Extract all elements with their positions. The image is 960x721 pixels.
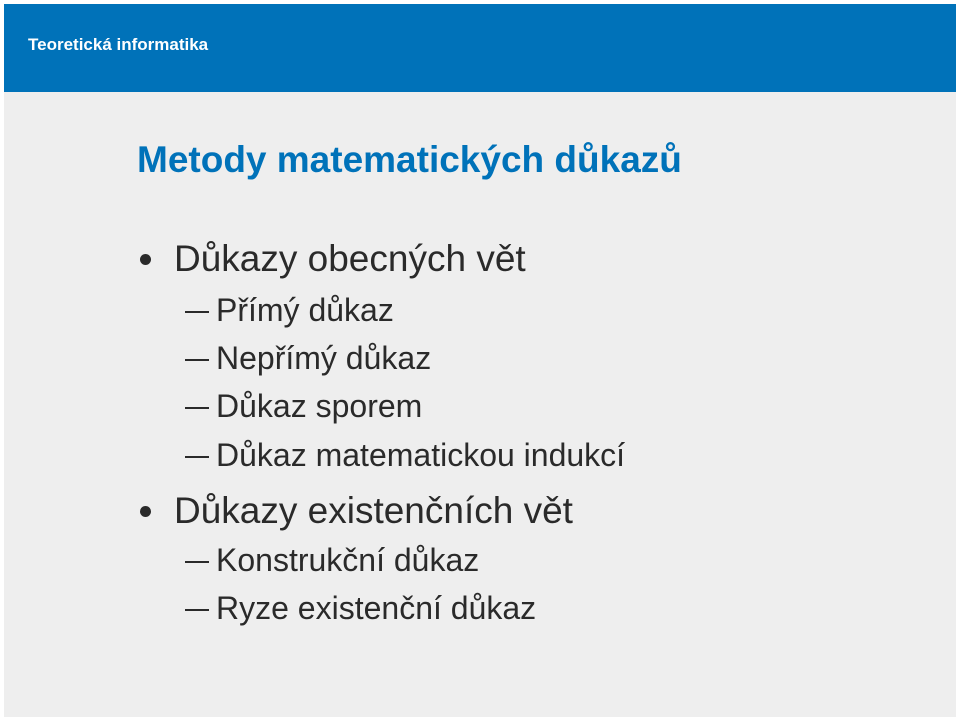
bullet-dash-icon <box>185 311 209 313</box>
list-item: Konstrukční důkaz <box>216 542 480 578</box>
bullet-dot-icon <box>140 506 151 517</box>
bullet-dash-icon <box>185 456 209 458</box>
list-item: Přímý důkaz <box>216 292 394 328</box>
list-item: Důkazy obecných vět <box>174 238 526 279</box>
header-title: Teoretická informatika <box>28 35 209 54</box>
bullet-dash-icon <box>185 609 209 611</box>
list-item: Důkaz matematickou indukcí <box>216 437 626 473</box>
list-item: Důkaz sporem <box>216 388 423 424</box>
slide-title: Metody matematických důkazů <box>137 139 682 180</box>
bullet-dash-icon <box>185 561 209 563</box>
slide <box>4 4 956 717</box>
list-item: Důkazy existenčních vět <box>174 490 573 531</box>
bullet-dash-icon <box>185 407 209 409</box>
bullet-dash-icon <box>185 359 209 361</box>
bullet-list <box>4 4 956 717</box>
list-item: Ryze existenční důkaz <box>216 590 537 626</box>
list-item: Nepřímý důkaz <box>216 340 432 376</box>
bullet-dot-icon <box>140 254 151 265</box>
